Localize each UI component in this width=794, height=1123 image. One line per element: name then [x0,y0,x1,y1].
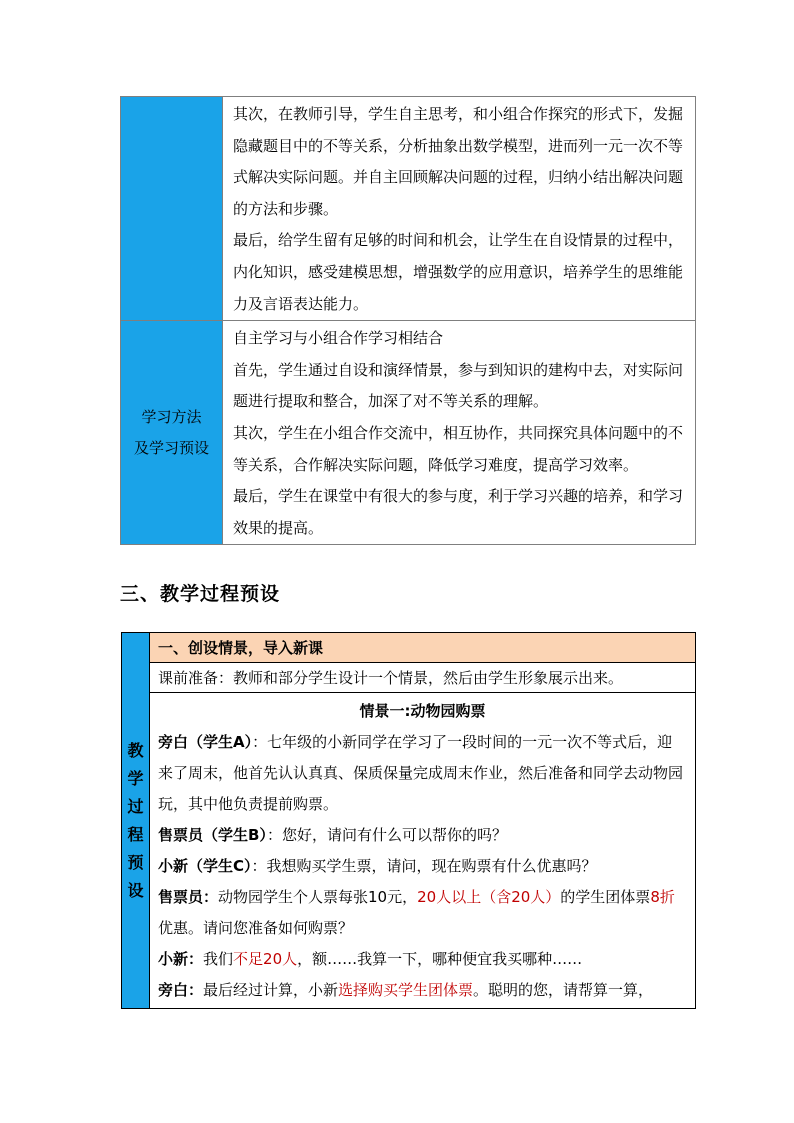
highlight-text: 8折 [650,888,675,906]
process-side-label [122,633,150,1009]
dialogue-line-narrator-end [158,975,687,1006]
dialogue-line-xiaoxin [158,851,687,882]
dialogue-text: 。聪明的您，请帮算一算， [473,981,654,999]
speaker-label: 售票员（学生B） [158,826,267,844]
side-label-char: 程 [127,824,144,844]
teaching-steps-cell [223,97,696,321]
dialogue-text: ：我想购买学生票，请问，现在购票有什么优惠吗？ [251,857,597,875]
speaker-label: 售票员： [158,888,219,906]
scene-title: 情景一:动物园购票 [359,702,486,720]
speaker-label: 旁白（学生A） [158,733,253,751]
dialogue-line-xiaoxin-reply [158,944,687,975]
dialogue-text: 动物园学生个人票每张10元， [218,888,418,906]
speaker-label: 小新（学生C） [158,857,252,875]
dialogue-text: 最后经过计算，小新 [203,981,339,999]
dialogue-text: 优惠。请问您准备如何购票？ [158,919,354,937]
side-label-char: 过 [127,796,144,816]
preparation-cell: 课前准备：教师和部分学生设计一个情景，然后由学生形象展示出来。 [150,663,696,693]
dialogue-line-seller [158,820,687,851]
teaching-process-table [121,632,696,1009]
highlight-text: 选择购买学生团体票 [338,981,474,999]
dialogue-text: 我们 [203,950,234,968]
methods-paragraph-second: 其次，学生在小组合作交流中，相互协作，共同探究具体问题中的不等关系，合作解决实际问题，降低学习难度，提高学习效率。 [233,423,684,474]
paragraph-second-step: 其次，在教师引导，学生自主思考，和小组合作探究的形式下，发掘隐藏题目中的不等关系，分析抽象出数学模型，进而列一元一次不等式解决实际问题。并自主回顾解决问题的过程，归纳小结出解决问题的方法和步骤。 [233,105,684,218]
speaker-label: 小新： [158,950,204,968]
dialogue-text: ：七年级的小新同学在学习了一段时间的一元一次不等式后，迎来了周末，他首先认认真真、保质保量完成周末作业，然后准备和同学去动物园玩，其中他负责提前购票。 [158,733,684,813]
highlight-text: 不足20人 [233,950,298,968]
learning-methods-cell [223,321,696,545]
dialogue-line-seller-offer [158,882,687,944]
methods-paragraph-first: 首先，学生通过自设和演绎情景，参与到知识的建构中去，对实际问题进行提取和整合，加深了对不等关系的理解。 [233,360,684,411]
side-label-char: 预 [127,852,144,872]
stage-title-cell: 一、创设情景，导入新课 [150,633,696,663]
dialogue-text: 的学生团体票 [560,888,651,906]
methods-paragraph-final: 最后，学生在课堂中有很大的参与度，利于学习兴趣的培养，和学习效果的提高。 [233,487,684,537]
dialogue-line-narrator-a [158,727,687,820]
side-label-char: 教 [127,740,144,760]
methods-label-cell [121,321,223,545]
paragraph-final-step: 最后，给学生留有足够的时间和机会，让学生在自设情景的过程中，内化知识，感受建模思想，增强数学的应用意识，培养学生的思维能力及言语表达能力。 [233,231,684,313]
highlight-text: 20人以上（含20人） [417,888,561,906]
methods-label-line1: 学习方法 [141,407,202,426]
dialogue-text: ：您好，请问有什么可以帮你的吗？ [266,826,507,844]
speaker-label: 旁白： [158,981,204,999]
scene-dialogue-cell [150,693,696,1009]
methods-label-line2: 及学习预设 [133,438,209,457]
learning-methods-table [120,96,696,545]
side-label-char: 学 [127,768,144,788]
methods-blank-label-cell [121,97,223,321]
section-heading: 三、教学过程预设 [120,583,281,605]
dialogue-text: ，额……我算一下，哪种便宜我买哪种…… [297,950,583,968]
methods-paragraph-intro: 自主学习与小组合作学习相结合 [233,329,444,348]
side-label-char: 设 [127,880,144,900]
